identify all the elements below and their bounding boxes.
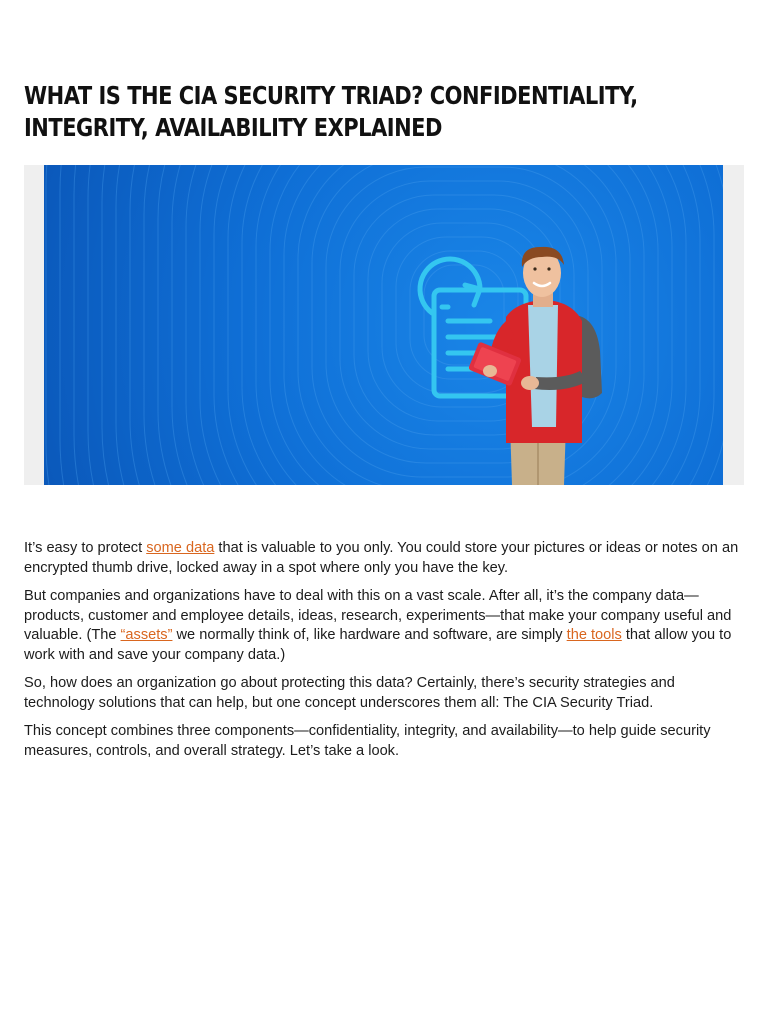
paragraph-text: But companies and organizations have to deal with this on a vast scale. After all, it’s the company data—products, customer and employee details, ideas, research, experiments—that make your company useful and valuable. (The [24, 588, 732, 643]
link-some-data[interactable]: some data [146, 540, 215, 556]
link-the-tools[interactable]: the tools [566, 627, 622, 643]
article-body [24, 539, 746, 770]
paragraph: This concept combines three components—confidentiality, integrity, and availability—to help guide security measures, controls, and overall strategy. Let’s take a look. [24, 723, 711, 759]
paragraph [24, 587, 746, 665]
paragraph-text: that allow you to work with and save your company data.) [24, 627, 732, 663]
paragraph [24, 539, 746, 578]
paragraph-text: It’s easy to protect [24, 540, 147, 556]
paragraph-text: we normally think of, like hardware and software, are simply [172, 627, 567, 643]
article-title: WHAT IS THE CIA SECURITY TRIAD? CONFIDENTIALITY, INTEGRITY, AVAILABILITY EXPLAINED [24, 81, 638, 142]
hero-image [44, 165, 723, 485]
hero-image-frame [24, 165, 744, 485]
paragraph: So, how does an organization go about protecting this data? Certainly, there’s security strategies and technology solutions that can help, but one concept underscores them all: The CIA Security Triad. [24, 675, 675, 711]
link-assets[interactable]: “assets” [120, 627, 173, 643]
hero-illustration [44, 165, 723, 485]
paragraph-text: that is valuable to you only. You could store your pictures or ideas or notes on an encrypted thumb drive, locked away in a spot where only you have the key. [24, 540, 739, 576]
